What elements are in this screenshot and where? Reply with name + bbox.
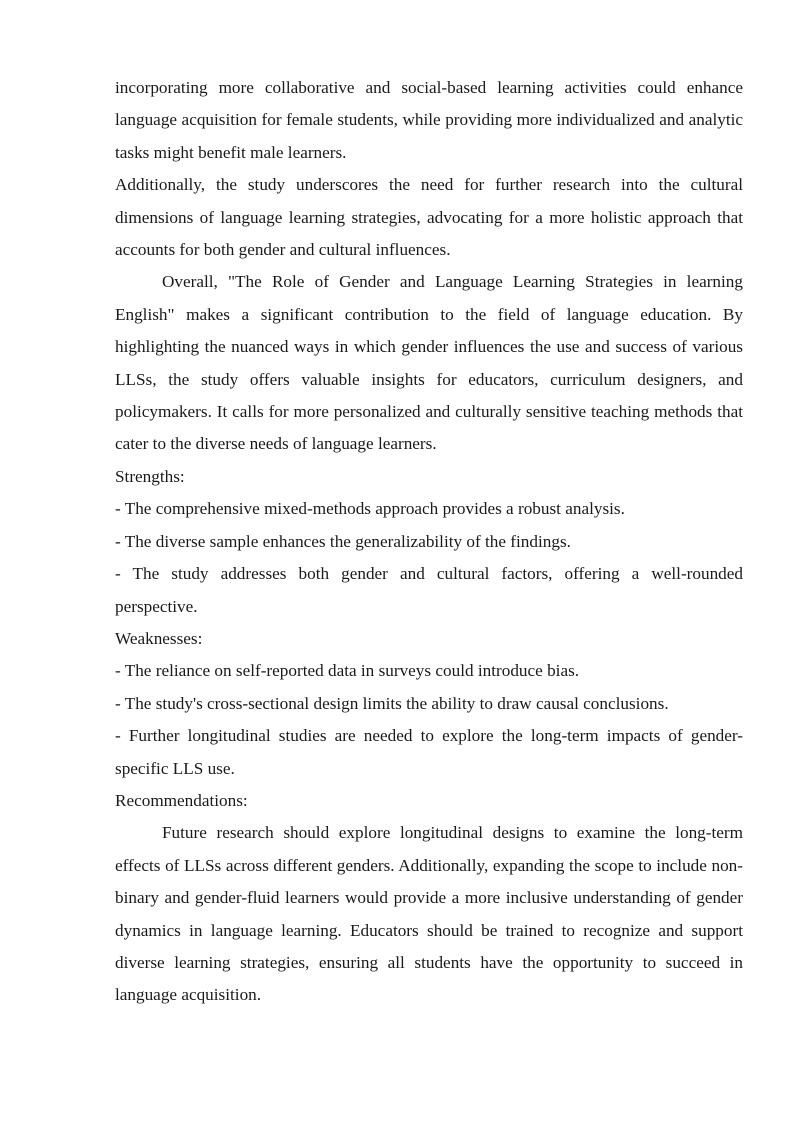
continuation-paragraph: incorporating more collaborative and social-based learning activities could enhance language acquisition for female students, while providing more individualized and analytic tasks might benefit male learners. [115,78,743,162]
recommendations-paragraph: Future research should explore longitudinal designs to examine the long-term effects of LLSs across different genders. Additionally, expanding the scope to include non-binary and gender-fluid learners would provide a more inclusive understanding of gender dynamics in language learning. Educators should be trained to recognize and support diverse learning strategies, ensuring all students have the opportunity to succeed in language acquisition. [115,823,743,1005]
strength-item: - The diverse sample enhances the generalizability of the findings. [115,531,571,551]
document-page [115,72,743,1012]
strengths-heading: Strengths: [115,466,185,486]
weakness-item: - The study's cross-sectional design limits the ability to draw causal conclusions. [115,693,669,713]
additional-paragraph: Additionally, the study underscores the need for further research into the cultural dimensions of language learning strategies, advocating for a more holistic approach that accounts for both gender and cultural influences. [115,175,743,260]
weaknesses-heading: Weaknesses: [115,628,203,648]
strength-item: - The study addresses both gender and cultural factors, offering a well-rounded perspective. [115,564,743,616]
overall-paragraph: Overall, "The Role of Gender and Language Learning Strategies in learning English" makes a significant contribution to the field of language education. By highlighting the nuanced ways in which gender influences the use and success of various LLSs, the study offers valuable insights for educators, curriculum designers, and policymakers. It calls for more personalized and culturally sensitive teaching methods that cater to the diverse needs of language learners. [115,272,743,454]
strength-item: - The comprehensive mixed-methods approach provides a robust analysis. [115,499,625,519]
weakness-item: - The reliance on self-reported data in surveys could introduce bias. [115,661,580,681]
recommendations-heading: Recommendations: [115,790,248,810]
weakness-item: - Further longitudinal studies are needed to explore the long-term impacts of gender-specific LLS use. [115,726,743,778]
